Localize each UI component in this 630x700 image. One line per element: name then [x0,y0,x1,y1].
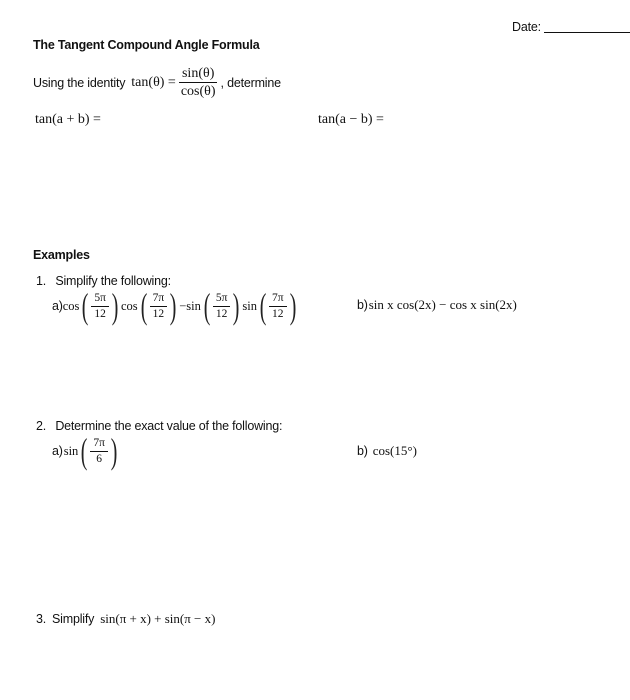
question-3-number: 3. [36,612,47,626]
q1a-den-1: 12 [94,307,106,320]
question-2a [52,433,120,469]
tan-difference-formula: tan(a − b) = [318,112,384,127]
question-2 [36,419,282,433]
question-3 [36,611,215,627]
q1a-num-1: 5π [91,292,109,307]
q2a-sin: sin [63,443,79,458]
question-1a [52,288,299,324]
identity-line [33,66,281,100]
question-2-prompt: Determine the exact value of the following: [55,419,283,433]
q1a-num-2: 7π [150,292,168,307]
question-1b-expression: sin x cos(2x) − cos x sin(2x) [368,297,517,312]
date-label: Date: [512,20,541,34]
q1a-den-3: 12 [215,307,228,320]
question-3-prompt: Simplify [52,612,95,626]
q1a-minus-sin: −sin [179,298,201,313]
question-1b-label: b) [357,298,368,312]
question-2-number: 2. [36,419,47,433]
question-1-number: 1. [36,274,47,288]
q1a-num-4: 7π [269,292,287,307]
q1a-den-4: 12 [272,307,284,320]
question-2b [357,443,417,459]
q2a-num: 7π [90,437,108,452]
q1a-paren-2: ( $\frac{7\pi}{12}$ ) [140,286,177,326]
q1a-paren-4: ( $\frac{7\pi}{12}$ ) [259,286,296,326]
question-1 [36,274,171,288]
tan-sum-formula: tan(a + b) = [35,112,101,127]
identity-denominator: cos(θ) [180,84,216,100]
date-field [512,20,630,34]
identity-numerator: sin(θ) [179,66,217,83]
identity-trail: , determine [220,75,281,90]
examples-heading: Examples [33,248,90,262]
question-2a-label: a) [52,444,63,458]
q1a-paren-1: ( $\frac{5\pi}{12}$ ) [82,286,119,326]
q1a-sin-2: sin [242,298,257,313]
q1a-den-2: 12 [152,307,165,320]
q1a-cos-1: cos [62,298,80,313]
question-1a-label: a) [52,299,63,313]
q2a-paren: ( $\frac{7\pi}{6}$ ) [81,431,118,471]
identity-lead: Using the identity [33,75,126,90]
identity-lhs: tan(θ) = [131,74,176,90]
identity-fraction [178,66,219,100]
question-1b [357,297,517,313]
question-2b-label: b) [357,444,368,458]
question-2b-expression: cos(15°) [372,443,417,458]
q1a-num-3: 5π [213,292,231,307]
question-3-expression: sin(π + x) + sin(π − x) [100,611,216,626]
q1a-cos-2: cos [120,298,138,313]
question-1-prompt: Simplify the following: [55,274,171,288]
q2a-den: 6 [96,452,102,465]
date-line [544,32,630,33]
page-title: The Tangent Compound Angle Formula [33,38,260,52]
q1a-paren-3: ( $\frac{5\pi}{12}$ ) [203,286,240,326]
